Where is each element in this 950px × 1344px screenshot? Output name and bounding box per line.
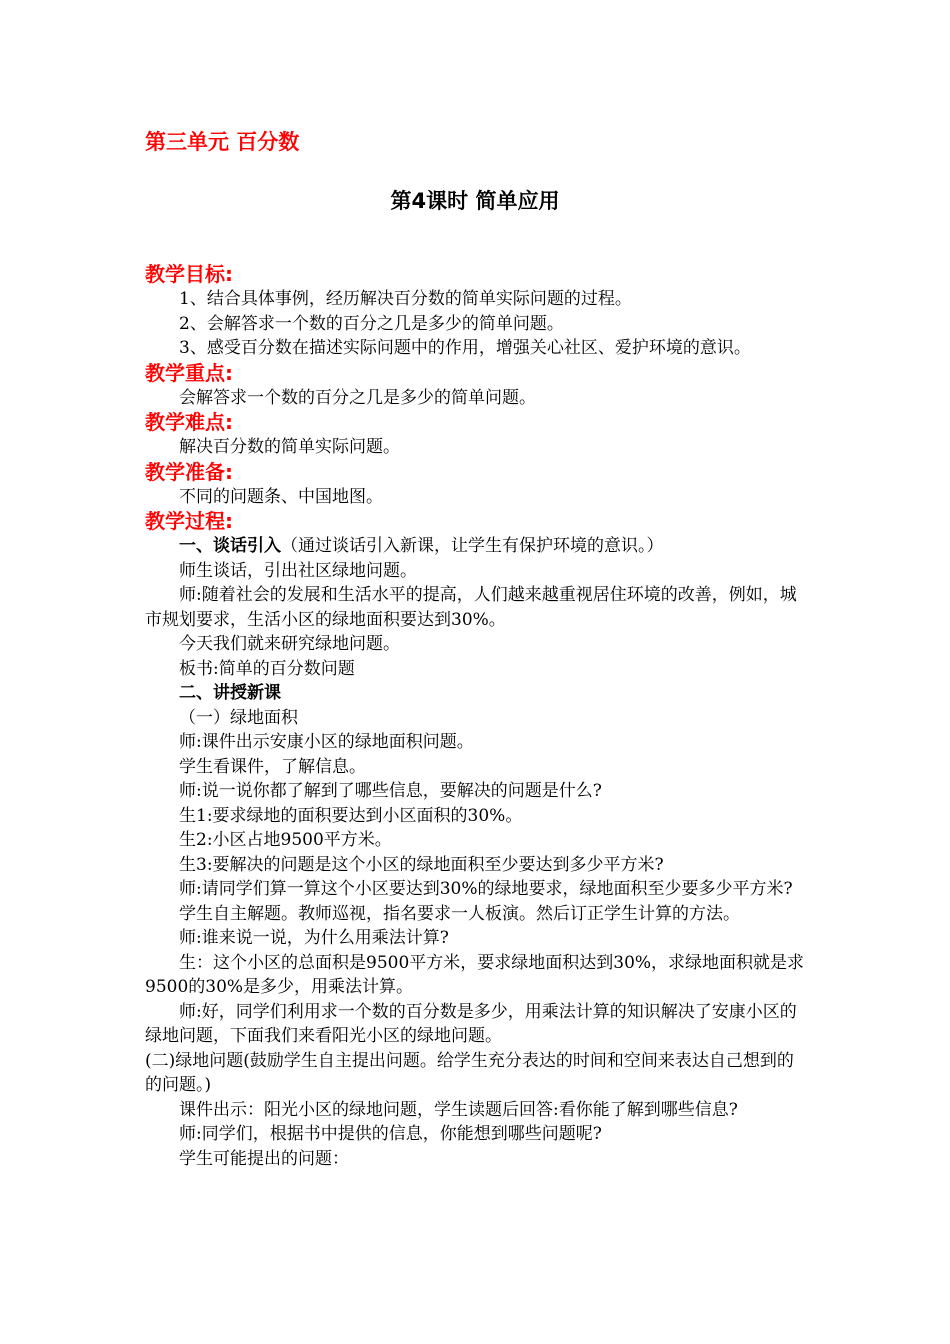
paragraph: 学生可能提出的问题： (179, 1148, 349, 1169)
paragraph: 学生看课件，了解信息。 (179, 756, 366, 777)
paragraph: 师生谈话，引出社区绿地问题。 (179, 560, 417, 581)
objective-item: 3、感受百分数在描述实际问题中的作用，增强关心社区、爱护环境的意识。 (179, 338, 751, 358)
objectives-heading: 教学目标: (145, 262, 233, 286)
paragraph: 今天我们就来研究绿地问题。 (179, 634, 400, 654)
preparation-heading: 教学准备: (145, 459, 233, 484)
paragraph: 板书:简单的百分数问题 (179, 658, 355, 679)
paragraph: 师:谁来说一说，为什么用乘法计算? (179, 928, 449, 948)
paragraph: 生2:小区占地9500平方米。 (179, 830, 392, 850)
paragraph: 生1:要求绿地的面积要达到小区面积的30%。 (179, 805, 523, 826)
difficulties-text: 解决百分数的简单实际问题。 (179, 437, 400, 457)
paragraph: 生：这个小区的总面积是9500平方米，要求绿地面积达到30%，求绿地面积就是求9500的30%是多少，用乘法计算。 (145, 952, 805, 997)
paragraph: 课件出示：阳光小区的绿地问题，学生读题后回答:看你能了解到哪些信息? (179, 1099, 738, 1120)
section1-title: 一、谈话引入 (179, 536, 281, 556)
paragraph: 师:随着社会的发展和生活水平的提高，人们越来越重视居住环境的改善，例如，城市规划要求，生活小区的绿地面积要达到30%。 (145, 585, 797, 630)
preparation-text: 不同的问题条、中国地图。 (179, 486, 383, 507)
difficulties-heading: 教学难点: (145, 410, 233, 434)
key-points-heading: 教学重点: (145, 360, 233, 385)
part1-title: （一）绿地面积 (179, 707, 298, 728)
lesson-title: 第4课时 简单应用 (390, 189, 560, 213)
paragraph: 师:课件出示安康小区的绿地面积问题。 (179, 732, 474, 752)
paragraph: 师:好，同学们利用求一个数的百分数是多少，用乘法计算的知识解决了安康小区的绿地问题，下面我们来看阳光小区的绿地问题。 (145, 1001, 797, 1046)
paragraph: 学生自主解题。教师巡视，指名要求一人板演。然后订正学生计算的方法。 (179, 903, 740, 924)
objective-item: 2、会解答求一个数的百分之几是多少的简单问题。 (179, 313, 564, 334)
section1-heading-line (145, 534, 810, 559)
key-points-text: 会解答求一个数的百分之几是多少的简单问题。 (179, 387, 536, 408)
paragraph: 师:请同学们算一算这个小区要达到30%的绿地要求，绿地面积至少要多少平方米? (179, 879, 793, 899)
section2-title: 二、讲授新课 (179, 683, 281, 703)
paragraph: 师:说一说你都了解到了哪些信息，要解决的问题是什么? (179, 781, 602, 801)
part2-title: (二)绿地问题(鼓励学生自主提出问题。给学生充分表达的时间和空间来表达自己想到的的问题。) (145, 1050, 794, 1095)
paragraph: 师:同学们，根据书中提供的信息，你能想到哪些问题呢? (179, 1124, 602, 1144)
objective-item: 1、结合具体事例，经历解决百分数的简单实际问题的过程。 (179, 289, 632, 309)
section1-note: （通过谈话引入新课，让学生有保护环境的意识。） (281, 536, 664, 556)
unit-title: 第三单元 百分数 (145, 130, 300, 154)
paragraph: 生3:要解决的问题是这个小区的绿地面积至少要达到多少平方米? (179, 854, 664, 875)
process-heading: 教学过程: (145, 509, 233, 533)
document-body (145, 262, 810, 1171)
